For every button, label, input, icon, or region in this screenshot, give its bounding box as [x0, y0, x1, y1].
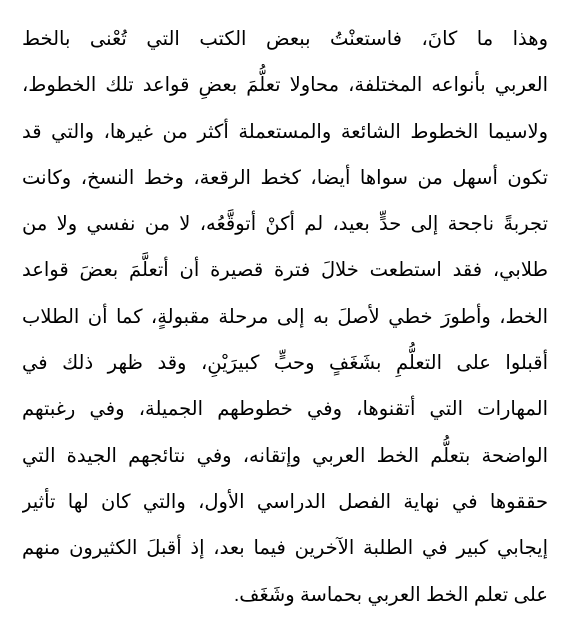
paragraph-line: طلابي، فقد استطعت خلالَ فترة قصيرة أن أتعلَّمَ بعضَ قواعد	[22, 259, 548, 282]
paragraph-line: الواضحة بتعلُّم الخط العربي وإتقانه، وفي نتائجهم الجيدة التي	[22, 444, 548, 467]
paragraph-last-line: على تعلم الخط العربي بحماسة وشَغَف.	[233, 583, 548, 606]
paragraph-line: حققوها في نهاية الفصل الدراسي الأول، والتي كان لها تأثير	[22, 490, 548, 513]
paragraph	[22, 16, 548, 618]
paragraph-line: تكون أسهل من سواها أيضا، كخط الرقعة، وخط النسخ، وكانت	[22, 166, 548, 189]
paragraph-line: تجربةً ناجحة إلى حدٍّ بعيد، لم أكنْ أتوقَّعُه، لا من نفسي ولا من	[22, 213, 548, 236]
paragraph-line: إيجابي كبير في الطلبة الآخرين فيما بعد، إذ أقبلَ الكثيرون منهم	[22, 537, 548, 560]
paragraph-line: وهذا ما كانَ، فاستعنْتُ ببعض الكتب التي تُعْنى بالخط	[22, 28, 548, 50]
paragraph-line: المهارات التي أتقنوها، وفي خطوطهم الجميلة، وفي رغبتهم	[22, 398, 548, 421]
paragraph-line: أقبلوا على التعلُّمِ بشَغَفٍ وحبٍّ كبيرَيْنِ، وقد ظهر ذلك في	[22, 352, 548, 375]
paragraph-line: ولاسيما الخطوط الشائعة والمستعملة أكثر من غيرها، والتي قد	[22, 120, 548, 143]
paragraph-line: العربي بأنواعه المختلفة، محاولا تعلُّمَ بعضِ قواعد تلك الخطوط،	[22, 74, 548, 97]
paragraph-line: الخط، وأطورَ خطي لأصلَ به إلى مرحلة مقبولةٍ، كما أن الطلاب	[22, 305, 548, 328]
